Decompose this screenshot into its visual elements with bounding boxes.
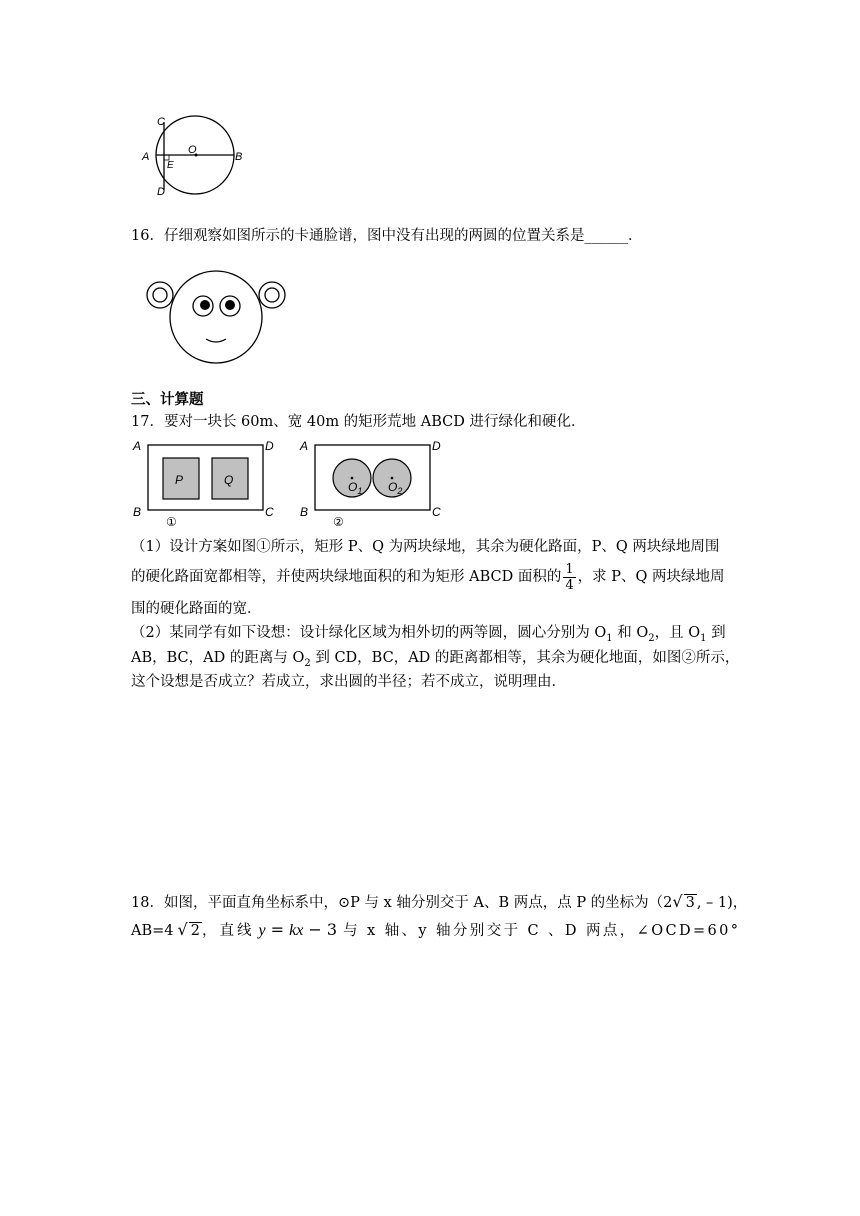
q17-part2-text-6: 到 CD，BC，AD 的距离都相等，其余为硬化地面，如图②所示，	[310, 650, 740, 666]
figure-2-circles	[297, 438, 457, 530]
fig1-label-d: D	[265, 439, 274, 453]
fraction-numerator: 1	[565, 561, 574, 577]
q17-part1-line1: （1）设计方案如图①所示，矩形 P、Q 为两块绿地，其余为硬化路面，P、Q 两块绿地周围	[131, 539, 720, 555]
q18-text-3: AB=4	[131, 923, 174, 939]
q18-line2	[131, 920, 740, 941]
label-a: A	[142, 151, 150, 163]
q17-part2-line2	[131, 648, 739, 674]
subscript-3: 1	[700, 632, 707, 644]
sqrt-symbol-2: √	[177, 920, 188, 939]
question-17-text: 要对一块长 60m、宽 40m 的矩形荒地 ABCD 进行绿化和硬化．	[163, 414, 586, 430]
fig1-label-b: B	[133, 505, 142, 519]
label-d: D	[157, 186, 165, 198]
q18-line1	[131, 892, 747, 913]
q17-part2-line1	[131, 623, 726, 649]
fig2-label-a: A	[300, 439, 309, 453]
q17-part2-text-5: AB，BC，AD 的距离与 O	[131, 650, 305, 666]
cartoon-face-figure	[140, 265, 290, 370]
fig1-label-q: Q	[224, 473, 234, 487]
q17-part1-line2	[131, 557, 725, 597]
label-b: B	[235, 151, 243, 163]
q17-part2-text-2: 和 O	[612, 625, 649, 641]
question-17-intro	[131, 412, 586, 432]
q17-part1-line3: 围的硬化路面的宽．	[131, 601, 262, 617]
fraction-one-quarter	[563, 562, 575, 593]
figure-1-rectangles	[130, 438, 290, 530]
question-16-text: 仔细观察如图所示的卡通脸谱，图中没有出现的两圆的位置关系是______．	[163, 228, 643, 244]
equation-y: y	[258, 922, 266, 939]
label-o: O	[188, 144, 197, 156]
q18-text-5: 与 x 轴、y 轴分别交于 C 、D 两点，∠OCD=60°	[343, 923, 741, 939]
fig2-label-b: B	[300, 505, 309, 519]
q17-part2-text-1: （2）某同学有如下设想：设计绿化区域为相外切的两等圆，圆心分别为 O	[131, 625, 607, 641]
circle-chord-figure	[135, 110, 255, 205]
equation-equals: =	[265, 920, 290, 939]
q17-part2-line3: 这个设想是否成立？若成立，求出圆的半径；若不成立，说明理由．	[131, 674, 566, 690]
equation-minus-3: − 3	[303, 920, 338, 939]
fig1-caption: ①	[166, 515, 177, 529]
sqrt-symbol: √	[672, 892, 683, 911]
fig2-label-d: D	[432, 439, 441, 453]
sqrt-radicand-1: 3	[685, 895, 695, 911]
subscript-4: 2	[304, 657, 311, 669]
fig1-label-p: P	[175, 473, 184, 487]
fig2-label-c: C	[432, 505, 441, 519]
fig2-label-o2: $O_2$	[388, 480, 403, 496]
fraction-denominator: 4	[565, 577, 574, 593]
q18-text-2: , – 1)，	[696, 895, 748, 911]
section-title: 三、计算题	[131, 392, 204, 408]
question-16	[131, 226, 642, 246]
fig2-label-o1: $O_1$	[348, 480, 363, 496]
label-e: E	[167, 160, 174, 171]
question-16-number: 16．	[131, 228, 164, 244]
q18-text-1: 18．如图，平面直角坐标系中，⊙P 与 x 轴分别交于 A、B 两点，点 P 的坐标为（2	[131, 895, 673, 911]
q17-part2-text-3: ，且 O	[654, 625, 701, 641]
question-17-number: 17．	[131, 414, 164, 430]
fig1-label-c: C	[265, 505, 274, 519]
subscript-2: 2	[648, 632, 655, 644]
q18-text-4: ，直线	[201, 923, 255, 939]
label-c: C	[157, 116, 165, 128]
q17-part1-line2a: 的硬化路面宽都相等，并使两块绿地面积的和为矩形 ABCD 面积的	[131, 569, 562, 585]
fig2-caption: ②	[333, 515, 344, 529]
sqrt-radicand-2: 2	[190, 923, 200, 939]
subscript-1: 1	[606, 632, 613, 644]
equation-kx: kx	[289, 922, 304, 939]
fig1-label-a: A	[133, 439, 142, 453]
q17-part2-text-4: 到	[706, 625, 726, 641]
q17-part1-line2b: ，求 P、Q 两块绿地周	[577, 569, 725, 585]
